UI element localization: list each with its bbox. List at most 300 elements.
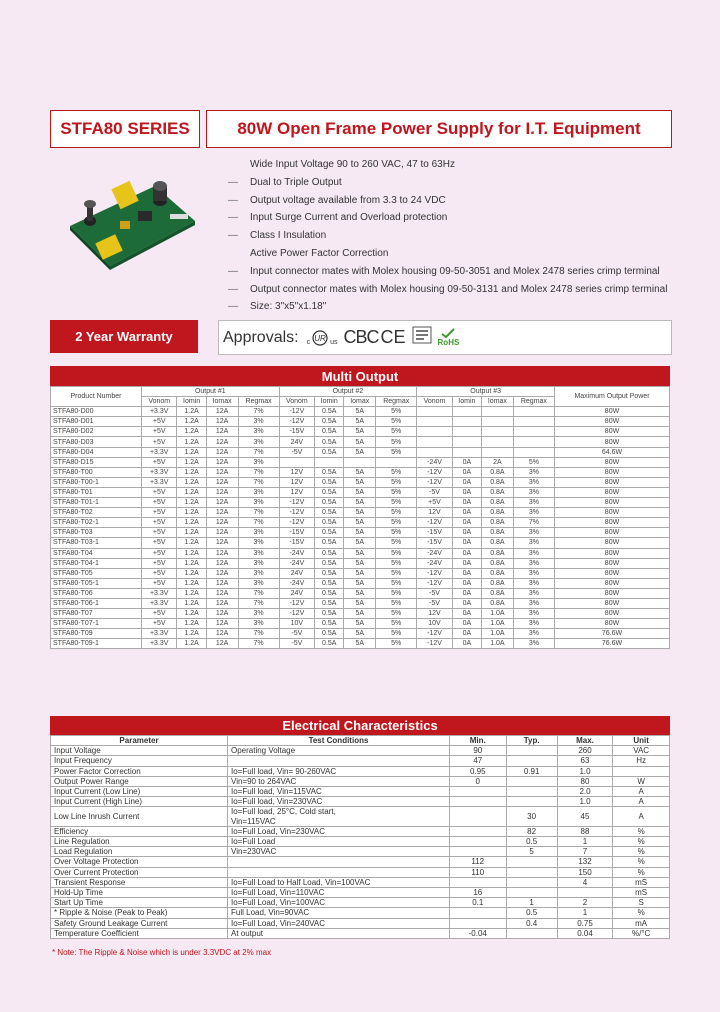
- table-cell: +5V: [142, 437, 177, 447]
- table-cell: Power Factor Correction: [51, 766, 228, 776]
- cbc-mark: CBC: [343, 327, 379, 347]
- table-cell: 7: [557, 847, 613, 857]
- table-cell: 0.8A: [481, 518, 513, 528]
- table-cell: -5V: [417, 487, 452, 497]
- col-output-3: Output #3: [417, 387, 555, 397]
- table-cell: 80W: [555, 407, 670, 417]
- table-cell: 5A: [344, 629, 376, 639]
- table-cell: mA: [613, 918, 670, 928]
- table-cell: -12V: [417, 568, 452, 578]
- table-cell: 5%: [376, 598, 417, 608]
- table-cell: [450, 908, 507, 918]
- table-cell: 5A: [344, 639, 376, 649]
- table-cell: 12A: [206, 467, 238, 477]
- table-cell: +5V: [142, 487, 177, 497]
- table-cell: 5A: [344, 578, 376, 588]
- table-cell: 1.2A: [177, 598, 206, 608]
- table-row: [51, 568, 670, 578]
- table-cell: 12A: [206, 629, 238, 639]
- table-cell: 5%: [376, 528, 417, 538]
- table-cell: 1.2A: [177, 619, 206, 629]
- table-cell: 12A: [206, 619, 238, 629]
- table-cell: 5%: [376, 498, 417, 508]
- table-cell: 7%: [238, 598, 279, 608]
- feature-item: Wide Input Voltage 90 to 260 VAC, 47 to 63Hz: [250, 159, 455, 170]
- feature-item: — Size: 3"x5"x1.18": [228, 301, 327, 313]
- table-cell: Temperature Coefficient: [51, 928, 228, 938]
- ripple-note: * Note: The Ripple & Noise which is under 3.3VDC at 2% max: [52, 948, 272, 957]
- table-cell: [344, 457, 376, 467]
- table-row: [51, 498, 670, 508]
- table-cell: [417, 407, 452, 417]
- table-cell: 64.6W: [555, 447, 670, 457]
- table-cell: -12V: [279, 407, 314, 417]
- table-cell: 0A: [452, 639, 481, 649]
- table-row: [51, 477, 670, 487]
- table-cell: Hold-Up Time: [51, 888, 228, 898]
- ul-mark-icon: c UR us: [307, 330, 338, 346]
- table-row: [51, 898, 670, 908]
- table-cell: 3%: [513, 609, 554, 619]
- table-cell: 5A: [344, 467, 376, 477]
- table-cell: 0.8A: [481, 558, 513, 568]
- table-cell: 80W: [555, 548, 670, 558]
- table-cell: 0.8A: [481, 548, 513, 558]
- table-cell: [506, 928, 557, 938]
- table-cell: [506, 877, 557, 887]
- table-cell: [506, 857, 557, 867]
- table-row: [51, 538, 670, 548]
- table-cell: 3%: [513, 548, 554, 558]
- table-cell: 12A: [206, 437, 238, 447]
- table-cell: STFA80-T03: [51, 528, 142, 538]
- table-cell: 80W: [555, 538, 670, 548]
- table-cell: 12A: [206, 558, 238, 568]
- col-min: Min.: [450, 736, 507, 746]
- table-cell: Io=Full Load, Vin=240VAC: [228, 918, 450, 928]
- table-cell: Io=Full Load, Vin=230VAC: [228, 826, 450, 836]
- table-cell: [376, 457, 417, 467]
- table-cell: %: [613, 837, 670, 847]
- table-cell: STFA80-T01-1: [51, 498, 142, 508]
- table-cell: 1.2A: [177, 477, 206, 487]
- table-cell: 1.2A: [177, 457, 206, 467]
- table-cell: 5A: [344, 427, 376, 437]
- table-cell: Io=Full Load, Vin=110VAC: [228, 888, 450, 898]
- table-cell: 1.0A: [481, 629, 513, 639]
- table-cell: Io=Full load, Vin=230VAC: [228, 797, 450, 807]
- table-cell: 7%: [238, 588, 279, 598]
- table-cell: 80W: [555, 578, 670, 588]
- table-cell: 0.8A: [481, 578, 513, 588]
- table-cell: +3.3V: [142, 639, 177, 649]
- table-cell: 80W: [555, 568, 670, 578]
- table-cell: 3%: [238, 548, 279, 558]
- table-cell: [452, 447, 481, 457]
- table-cell: 47: [450, 756, 507, 766]
- table-cell: Low Line Inrush Current: [51, 807, 228, 826]
- table-cell: 3%: [513, 568, 554, 578]
- table-cell: [506, 797, 557, 807]
- table-cell: -5V: [417, 588, 452, 598]
- table-cell: STFA80-D01: [51, 417, 142, 427]
- table-cell: 1.2A: [177, 508, 206, 518]
- table-cell: 0.5A: [315, 609, 344, 619]
- table-cell: 63: [557, 756, 613, 766]
- table-cell: 3%: [238, 609, 279, 619]
- table-cell: -24V: [417, 558, 452, 568]
- table-cell: 0.8A: [481, 508, 513, 518]
- table-cell: 3%: [238, 457, 279, 467]
- table-cell: +3.3V: [142, 467, 177, 477]
- table-cell: 0A: [452, 487, 481, 497]
- table-cell: [450, 787, 507, 797]
- table-cell: 30: [506, 807, 557, 826]
- table-row: [51, 508, 670, 518]
- table-cell: 7%: [513, 518, 554, 528]
- table-cell: [450, 918, 507, 928]
- table-cell: 0A: [452, 528, 481, 538]
- table-cell: mS: [613, 888, 670, 898]
- feature-item: — Output connector mates with Molex housing 09-50-3131 and Molex 2478 series crimp terminal: [228, 283, 668, 295]
- table-cell: 3%: [238, 498, 279, 508]
- table-cell: 5A: [344, 437, 376, 447]
- table-row: [51, 548, 670, 558]
- electrical-table: [50, 735, 670, 939]
- table-row: [51, 518, 670, 528]
- table-cell: 7%: [238, 518, 279, 528]
- table-cell: Load Regulation: [51, 847, 228, 857]
- table-cell: 0A: [452, 538, 481, 548]
- table-cell: -5V: [279, 447, 314, 457]
- table-cell: 0A: [452, 498, 481, 508]
- table-cell: [506, 867, 557, 877]
- table-cell: +3.3V: [142, 477, 177, 487]
- col-output-2: Output #2: [279, 387, 417, 397]
- table-cell: 80W: [555, 477, 670, 487]
- col-typ: Typ.: [506, 736, 557, 746]
- table-cell: +5V: [142, 568, 177, 578]
- table-cell: 0.8A: [481, 598, 513, 608]
- table-row: [51, 558, 670, 568]
- table-cell: STFA80-D03: [51, 437, 142, 447]
- table-cell: 1.2A: [177, 629, 206, 639]
- table-cell: 0A: [452, 578, 481, 588]
- table-cell: 5%: [513, 457, 554, 467]
- table-cell: 0.5A: [315, 447, 344, 457]
- col-test-conditions: Test Conditions: [228, 736, 450, 746]
- table-cell: [513, 437, 554, 447]
- table-cell: 5A: [344, 538, 376, 548]
- table-cell: STFA80-D02: [51, 427, 142, 437]
- table-cell: 12V: [279, 467, 314, 477]
- table-cell: 0.91: [506, 766, 557, 776]
- table-cell: 0.5A: [315, 477, 344, 487]
- table-cell: 5%: [376, 447, 417, 457]
- table-cell: 0.5A: [315, 437, 344, 447]
- table-cell: -12V: [279, 508, 314, 518]
- table-cell: 16: [450, 888, 507, 898]
- table-cell: 7%: [238, 447, 279, 457]
- table-cell: VAC: [613, 746, 670, 756]
- table-cell: [450, 807, 507, 826]
- table-cell: [450, 837, 507, 847]
- table-cell: Io=Full load, 25°C, Cold start, Vin=115VAC: [228, 807, 450, 826]
- table-cell: 7%: [238, 407, 279, 417]
- table-cell: -15V: [417, 538, 452, 548]
- table-cell: 3%: [513, 508, 554, 518]
- table-cell: 80W: [555, 487, 670, 497]
- table-cell: [513, 407, 554, 417]
- table-row: [51, 766, 670, 776]
- table-cell: -24V: [279, 548, 314, 558]
- table-cell: 0.8A: [481, 467, 513, 477]
- table-cell: 80W: [555, 518, 670, 528]
- table-cell: A: [613, 807, 670, 826]
- table-cell: 5%: [376, 487, 417, 497]
- table-cell: [452, 437, 481, 447]
- table-cell: -24V: [279, 578, 314, 588]
- table-cell: [506, 756, 557, 766]
- feature-list: [228, 156, 688, 316]
- table-cell: 0A: [452, 457, 481, 467]
- table-cell: A: [613, 797, 670, 807]
- table-cell: 5%: [376, 578, 417, 588]
- table-cell: Io=Full load, Vin= 90-260VAC: [228, 766, 450, 776]
- table-cell: 3%: [513, 477, 554, 487]
- table-cell: 0.5A: [315, 487, 344, 497]
- table-cell: [481, 417, 513, 427]
- table-cell: 110: [450, 867, 507, 877]
- table-cell: -12V: [279, 498, 314, 508]
- table-cell: 5: [506, 847, 557, 857]
- table-cell: -0.04: [450, 928, 507, 938]
- table-cell: Line Regulation: [51, 837, 228, 847]
- rohs-icon: RoHS: [438, 328, 460, 347]
- table-cell: [450, 847, 507, 857]
- table-cell: 1.2A: [177, 578, 206, 588]
- table-cell: -12V: [417, 639, 452, 649]
- table-row: [51, 467, 670, 477]
- table-cell: 12A: [206, 498, 238, 508]
- table-row: [51, 457, 670, 467]
- table-cell: 1.2A: [177, 417, 206, 427]
- table-cell: 5A: [344, 487, 376, 497]
- feature-item: — Dual to Triple Output: [228, 176, 342, 188]
- table-cell: 80W: [555, 498, 670, 508]
- table-cell: 5A: [344, 558, 376, 568]
- table-cell: 0.5: [506, 837, 557, 847]
- table-cell: 12V: [417, 609, 452, 619]
- table-cell: -15V: [279, 427, 314, 437]
- table-cell: 0.5A: [315, 508, 344, 518]
- table-cell: STFA80-T00: [51, 467, 142, 477]
- table-cell: [417, 427, 452, 437]
- approvals-label: Approvals:: [223, 328, 299, 346]
- table-cell: 12A: [206, 528, 238, 538]
- table-cell: 0.5A: [315, 417, 344, 427]
- series-title: STFA80 SERIES: [50, 110, 200, 148]
- table-cell: 80W: [555, 437, 670, 447]
- table-cell: [228, 867, 450, 877]
- table-cell: 80W: [555, 457, 670, 467]
- sub-regmax: Regmax: [376, 397, 417, 407]
- table-cell: %: [613, 826, 670, 836]
- table-cell: 12A: [206, 477, 238, 487]
- table-cell: STFA80-T06: [51, 588, 142, 598]
- table-cell: 0.75: [557, 918, 613, 928]
- table-cell: 0.5A: [315, 528, 344, 538]
- table-row: [51, 578, 670, 588]
- product-image: [60, 166, 200, 276]
- table-cell: 150: [557, 867, 613, 877]
- table-cell: +5V: [417, 498, 452, 508]
- table-cell: 76.6W: [555, 629, 670, 639]
- table-row: [51, 437, 670, 447]
- table-cell: 80W: [555, 508, 670, 518]
- table-cell: 80W: [555, 528, 670, 538]
- table-cell: 3%: [513, 639, 554, 649]
- table-cell: 5A: [344, 407, 376, 417]
- table-cell: 0.5A: [315, 598, 344, 608]
- table-cell: 0.8A: [481, 477, 513, 487]
- table-cell: 0.8A: [481, 588, 513, 598]
- table-cell: Safety Ground Leakage Current: [51, 918, 228, 928]
- table-cell: 0.5A: [315, 558, 344, 568]
- table-cell: -5V: [417, 598, 452, 608]
- table-cell: 5A: [344, 417, 376, 427]
- table-cell: -5V: [279, 639, 314, 649]
- table-cell: %: [613, 867, 670, 877]
- table-cell: 5%: [376, 609, 417, 619]
- table-cell: STFA80-D00: [51, 407, 142, 417]
- table-cell: -15V: [417, 528, 452, 538]
- table-cell: 7%: [238, 477, 279, 487]
- table-cell: 0.5A: [315, 629, 344, 639]
- table-row: [51, 746, 670, 756]
- sub-vonom: Vonom: [142, 397, 177, 407]
- table-cell: 1.2A: [177, 427, 206, 437]
- table-cell: 80W: [555, 598, 670, 608]
- table-cell: STFA80-T02-1: [51, 518, 142, 528]
- table-cell: 12A: [206, 538, 238, 548]
- table-cell: 1: [557, 837, 613, 847]
- multi-output-section: [50, 366, 670, 649]
- table-row: [51, 918, 670, 928]
- table-cell: 5%: [376, 619, 417, 629]
- table-cell: 5A: [344, 447, 376, 457]
- table-cell: 12A: [206, 548, 238, 558]
- table-cell: 5%: [376, 508, 417, 518]
- warranty-badge: 2 Year Warranty: [50, 320, 198, 353]
- table-cell: 5A: [344, 477, 376, 487]
- table-cell: STFA80-T07: [51, 609, 142, 619]
- sub-iomax: Iomax: [481, 397, 513, 407]
- table-cell: 3%: [238, 528, 279, 538]
- sub-iomax: Iomax: [344, 397, 376, 407]
- table-cell: 0A: [452, 518, 481, 528]
- table-cell: 5%: [376, 477, 417, 487]
- feature-item: — Input connector mates with Molex housing 09-50-3051 and Molex 2478 series crimp terminal: [228, 265, 660, 277]
- table-row: [51, 588, 670, 598]
- table-row: [51, 877, 670, 887]
- table-cell: [279, 457, 314, 467]
- table-cell: 12A: [206, 487, 238, 497]
- table-cell: STFA80-T07-1: [51, 619, 142, 629]
- table-cell: 0.5: [506, 908, 557, 918]
- table-cell: 0A: [452, 629, 481, 639]
- table-cell: 0.04: [557, 928, 613, 938]
- table-cell: 1.0A: [481, 619, 513, 629]
- table-cell: 1.2A: [177, 467, 206, 477]
- table-cell: 0A: [452, 588, 481, 598]
- table-cell: 1.2A: [177, 568, 206, 578]
- table-cell: Over Voltage Protection: [51, 857, 228, 867]
- table-cell: [452, 407, 481, 417]
- table-cell: 3%: [513, 588, 554, 598]
- table-cell: -12V: [279, 609, 314, 619]
- table-cell: 1.2A: [177, 437, 206, 447]
- feature-item: — Class I Insulation: [228, 230, 327, 242]
- electrical-section: [50, 716, 670, 939]
- table-cell: +5V: [142, 609, 177, 619]
- table-cell: 5A: [344, 508, 376, 518]
- table-cell: [513, 427, 554, 437]
- table-cell: 5A: [344, 598, 376, 608]
- table-cell: Input Current (Low Line): [51, 787, 228, 797]
- table-cell: Full Load, Vin=90VAC: [228, 908, 450, 918]
- table-row: [51, 807, 670, 826]
- table-cell: [481, 447, 513, 457]
- table-cell: 3%: [513, 558, 554, 568]
- table-cell: Input Current (High Line): [51, 797, 228, 807]
- table-cell: 0A: [452, 477, 481, 487]
- table-cell: 0.5A: [315, 518, 344, 528]
- table-cell: +3.3V: [142, 598, 177, 608]
- table-cell: %: [613, 908, 670, 918]
- table-cell: 5%: [376, 548, 417, 558]
- table-cell: 0.1: [450, 898, 507, 908]
- table-cell: -12V: [279, 417, 314, 427]
- table-cell: 5%: [376, 518, 417, 528]
- table-row: [51, 867, 670, 877]
- table-cell: -15V: [279, 538, 314, 548]
- table-cell: -24V: [417, 457, 452, 467]
- table-cell: 76.6W: [555, 639, 670, 649]
- certification-icon: [412, 326, 432, 349]
- table-cell: [452, 427, 481, 437]
- table-row: [51, 609, 670, 619]
- table-cell: 10V: [279, 619, 314, 629]
- table-row: [51, 417, 670, 427]
- table-cell: 5%: [376, 629, 417, 639]
- page-title: 80W Open Frame Power Supply for I.T. Equipment: [206, 110, 672, 148]
- table-cell: 0A: [452, 598, 481, 608]
- table-row: [51, 847, 670, 857]
- table-cell: 0.8A: [481, 498, 513, 508]
- table-cell: [513, 447, 554, 457]
- table-cell: 0.5A: [315, 588, 344, 598]
- table-row: [51, 837, 670, 847]
- table-cell: 1.2A: [177, 487, 206, 497]
- table-cell: -12V: [417, 477, 452, 487]
- table-cell: Io=Full Load to Half Load, Vin=100VAC: [228, 877, 450, 887]
- table-cell: 12A: [206, 639, 238, 649]
- table-cell: [417, 437, 452, 447]
- table-cell: +5V: [142, 417, 177, 427]
- table-cell: %/°C: [613, 928, 670, 938]
- table-cell: 5%: [376, 427, 417, 437]
